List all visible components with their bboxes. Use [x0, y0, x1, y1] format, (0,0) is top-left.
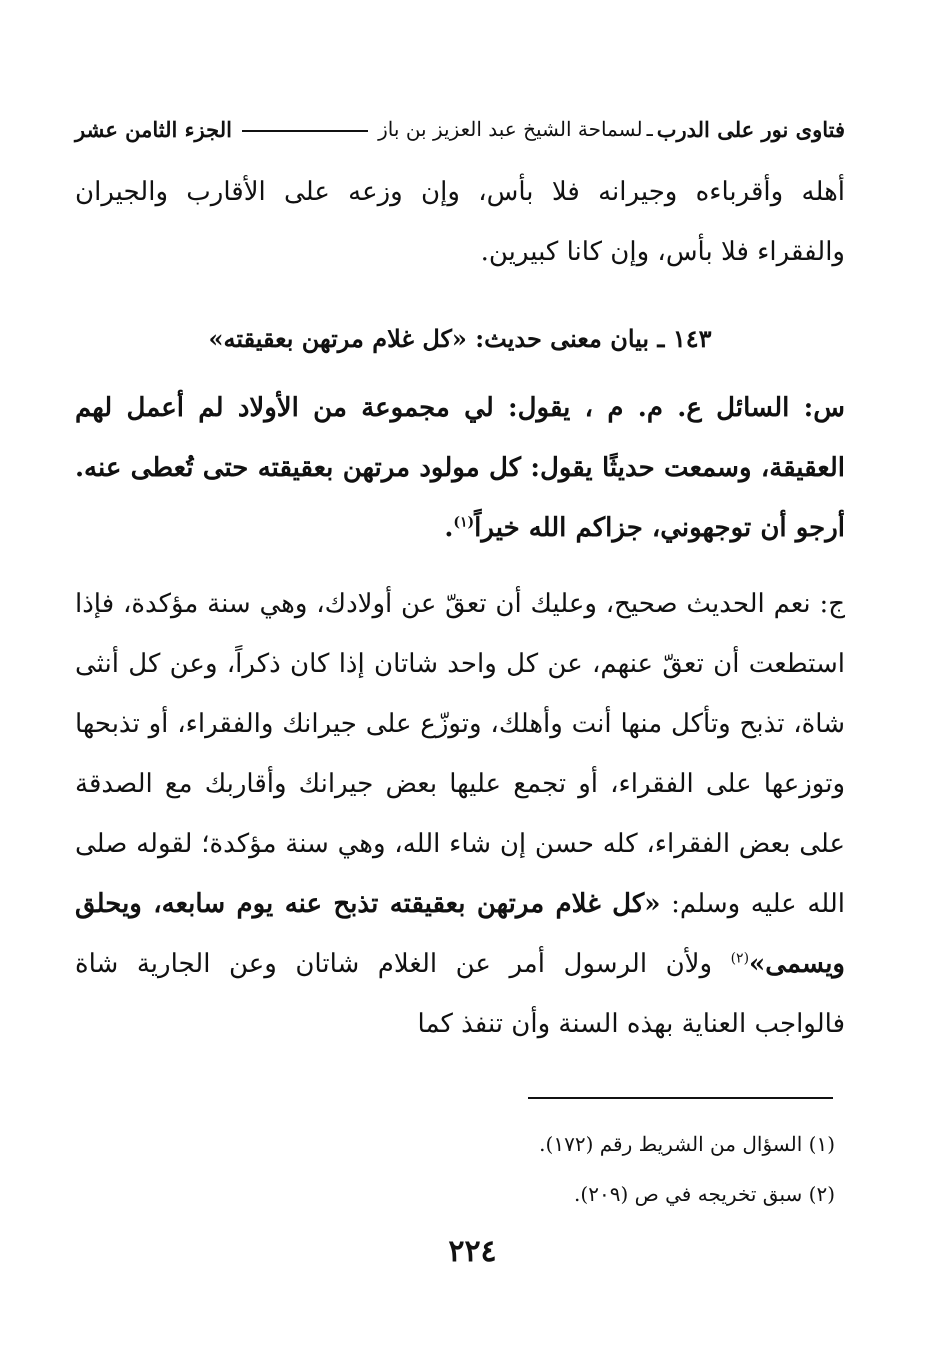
header-separator: ـ	[646, 117, 653, 141]
book-title: فتاوى نور على الدرب	[656, 116, 845, 142]
question-text: س: السائل ع. م. م ، يقول: لي مجموعة من الأولاد لم أعمل لهم العقيقة، وسمعت حديثًا يقول: كل مولود مرتهن بعقيقته حتى تُعطى عنه. أرجو أن توجهوني، جزاكم الله خيراً	[75, 393, 845, 543]
question-paragraph	[75, 378, 845, 558]
header-rule	[242, 130, 368, 132]
hadith-quote: «كل غلام مرتهن بعقيقته تذبح عنه يوم سابعه، ويحلق ويسمى»	[75, 889, 845, 979]
section-title: ١٤٣ ـ بيان معنى حديث: «كل غلام مرتهن بعقيقته»	[208, 324, 712, 353]
header-author: لسماحة الشيخ عبد العزيز بن باز	[378, 117, 643, 141]
answer-part-2: ولأن الرسول أمر عن الغلام شاتان وعن الجارية شاة فالواجب العناية بهذه السنة وأن تنفذ كما	[75, 949, 845, 1039]
running-header	[75, 112, 845, 146]
question-end: .	[444, 513, 454, 543]
intro-paragraph: أهله وأقرباءه وجيرانه فلا بأس، وإن وزعه على الأقارب والجيران والفقراء فلا بأس، وإن كانا كبيرين.	[75, 177, 845, 267]
page-number: ٢٢٤	[448, 1234, 497, 1269]
volume-part: الجزء الثامن عشر	[75, 116, 232, 142]
footnote-1: (١) السؤال من الشريط رقم (١٧٢).	[539, 1132, 835, 1156]
answer-paragraph	[75, 574, 845, 1054]
footnote-ref-2: (٢)	[730, 950, 750, 967]
footnote-divider	[528, 1097, 833, 1099]
footnote-ref-1: (١)	[453, 514, 475, 531]
footnote-2: (٢) سبق تخريجه في ص (٢٠٩).	[574, 1182, 835, 1206]
answer-part-1: ج: نعم الحديث صحيح، وعليك أن تعقّ عن أولادك، وهي سنة مؤكدة، فإذا استطعت أن تعقّ عنهم، عن كل واحد شاتان إذا كان ذكراً، وعن كل أنثى شاة، تذبح وتأكل منها أنت وأهلك، وتوزّع على جيرانك والفقراء، أو تذبحها وتوزعها على الفقراء، أو تجمع عليها بعض جيرانك وأقاربك مع الصدقة على بعض الفقراء، كله حسن إن شاء الله، وهي سنة مؤكدة؛ لقوله صلى الله عليه وسلم:	[75, 589, 846, 919]
